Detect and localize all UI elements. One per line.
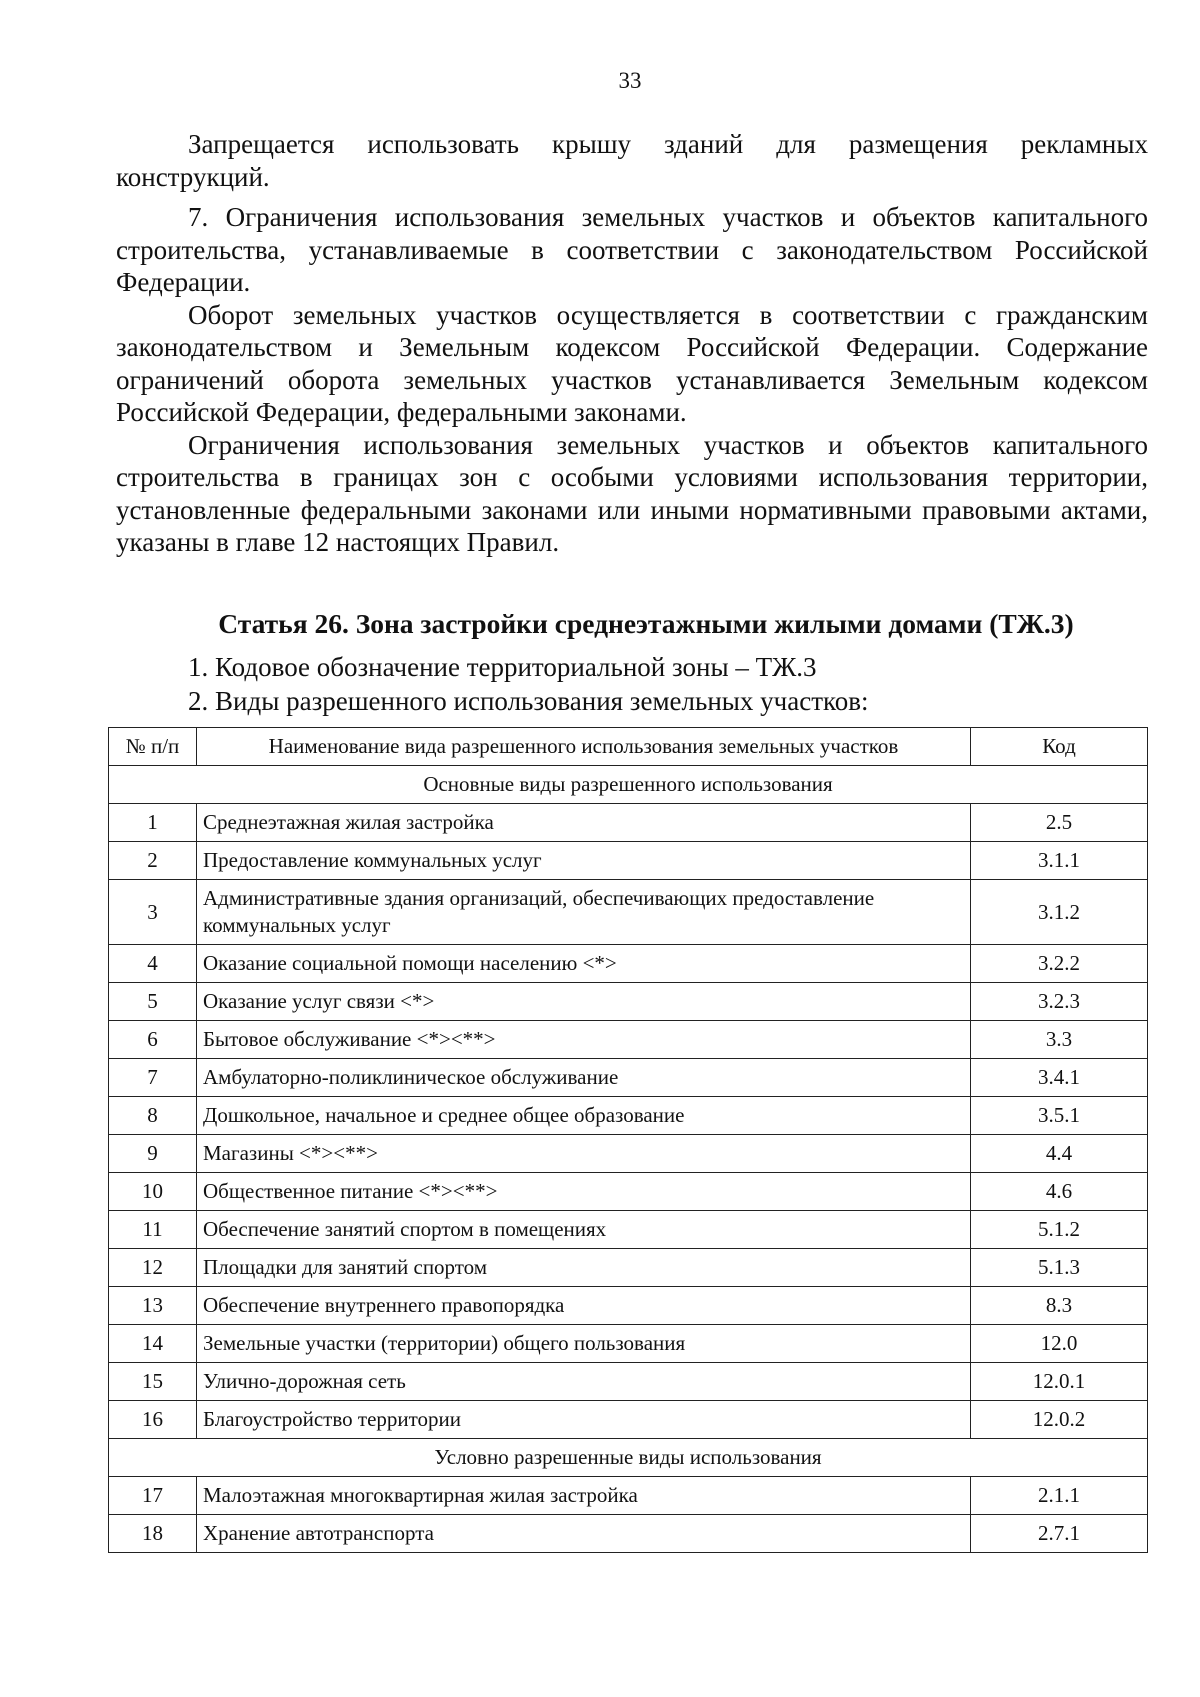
row-code: 2.1.1 xyxy=(971,1477,1148,1515)
row-number: 12 xyxy=(109,1249,197,1287)
row-number: 17 xyxy=(109,1477,197,1515)
row-number: 5 xyxy=(109,983,197,1021)
row-name: Среднеэтажная жилая застройка xyxy=(197,804,971,842)
table-header-row xyxy=(109,728,1148,766)
row-name: Обеспечение внутреннего правопорядка xyxy=(197,1287,971,1325)
row-number: 6 xyxy=(109,1021,197,1059)
row-name: Благоустройство территории xyxy=(197,1401,971,1439)
row-name: Хранение автотранспорта xyxy=(197,1515,971,1553)
row-code: 12.0.2 xyxy=(971,1401,1148,1439)
table-row xyxy=(109,1249,1148,1287)
row-name: Амбулаторно-поликлиническое обслуживание xyxy=(197,1059,971,1097)
row-code: 3.4.1 xyxy=(971,1059,1148,1097)
row-code: 3.5.1 xyxy=(971,1097,1148,1135)
row-code: 3.3 xyxy=(971,1021,1148,1059)
row-number: 4 xyxy=(109,945,197,983)
row-number: 3 xyxy=(109,880,197,945)
table-row xyxy=(109,945,1148,983)
section-row xyxy=(109,766,1148,804)
section-row xyxy=(109,1439,1148,1477)
row-name: Земельные участки (территории) общего пользования xyxy=(197,1325,971,1363)
paragraph: Оборот земельных участков осуществляется в соответствии с гражданским законодательством и Земельным кодексом Российской Федерации. Содержание ограничений оборота земельных участков устанавливается Земельным кодексом Российской Федерации, федеральными законами. xyxy=(116,299,1148,427)
table-row xyxy=(109,1363,1148,1401)
page-number: 33 xyxy=(618,68,642,93)
table-row xyxy=(109,1401,1148,1439)
table-row xyxy=(109,983,1148,1021)
row-name: Площадки для занятий спортом xyxy=(197,1249,971,1287)
row-number: 10 xyxy=(109,1173,197,1211)
row-code: 3.2.2 xyxy=(971,945,1148,983)
table-row xyxy=(109,842,1148,880)
row-code: 12.0 xyxy=(971,1325,1148,1363)
table-row xyxy=(109,804,1148,842)
table-row xyxy=(109,1211,1148,1249)
list-item: 2. Виды разрешенного использования земельных участков: xyxy=(188,686,869,716)
numbered-list xyxy=(116,650,1148,718)
row-code: 12.0.1 xyxy=(971,1363,1148,1401)
row-name: Обеспечение занятий спортом в помещениях xyxy=(197,1211,971,1249)
row-number: 15 xyxy=(109,1363,197,1401)
table-row xyxy=(109,1515,1148,1553)
table-row xyxy=(109,1477,1148,1515)
header-code: Код xyxy=(971,728,1148,766)
row-name: Административные здания организаций, обеспечивающих предоставление коммунальных услуг xyxy=(197,880,971,945)
row-number: 1 xyxy=(109,804,197,842)
land-use-table xyxy=(108,727,1148,1553)
row-code: 3.1.2 xyxy=(971,880,1148,945)
row-code: 3.2.3 xyxy=(971,983,1148,1021)
row-number: 18 xyxy=(109,1515,197,1553)
row-number: 9 xyxy=(109,1135,197,1173)
row-number: 8 xyxy=(109,1097,197,1135)
row-code: 2.7.1 xyxy=(971,1515,1148,1553)
table-row xyxy=(109,1173,1148,1211)
row-code: 5.1.2 xyxy=(971,1211,1148,1249)
article-heading: Статья 26. Зона застройки среднеэтажными жилыми домами (ТЖ.3) xyxy=(218,608,1074,639)
table-row xyxy=(109,1097,1148,1135)
row-name: Улично-дорожная сеть xyxy=(197,1363,971,1401)
row-number: 2 xyxy=(109,842,197,880)
row-name: Малоэтажная многоквартирная жилая застройка xyxy=(197,1477,971,1515)
table-row xyxy=(109,880,1148,945)
row-name: Оказание социальной помощи населению <*> xyxy=(197,945,971,983)
row-name: Предоставление коммунальных услуг xyxy=(197,842,971,880)
table-row xyxy=(109,1135,1148,1173)
table-row xyxy=(109,1325,1148,1363)
row-name: Оказание услуг связи <*> xyxy=(197,983,971,1021)
row-code: 5.1.3 xyxy=(971,1249,1148,1287)
row-number: 7 xyxy=(109,1059,197,1097)
section-title: Условно разрешенные виды использования xyxy=(109,1439,1148,1477)
row-name: Дошкольное, начальное и среднее общее образование xyxy=(197,1097,971,1135)
list-item: 1. Кодовое обозначение территориальной зоны – ТЖ.3 xyxy=(188,652,817,682)
table-row xyxy=(109,1287,1148,1325)
row-name: Общественное питание <*><**> xyxy=(197,1173,971,1211)
header-num: № п/п xyxy=(109,728,197,766)
section-title: Основные виды разрешенного использования xyxy=(109,766,1148,804)
row-number: 11 xyxy=(109,1211,197,1249)
row-code: 3.1.1 xyxy=(971,842,1148,880)
table-body xyxy=(109,766,1148,1553)
paragraph: Ограничения использования земельных участков и объектов капитального строительства в границах зон с особыми условиями использования территории, установленные федеральными законами или иными нормативными правовыми актами, указаны в главе 12 настоящих Правил. xyxy=(116,429,1148,557)
row-code: 4.4 xyxy=(971,1135,1148,1173)
row-code: 8.3 xyxy=(971,1287,1148,1325)
table-row xyxy=(109,1059,1148,1097)
row-number: 16 xyxy=(109,1401,197,1439)
table-row xyxy=(109,1021,1148,1059)
row-number: 13 xyxy=(109,1287,197,1325)
paragraph: Запрещается использовать крышу зданий для размещения рекламных конструкций. xyxy=(116,129,1148,192)
intro-text xyxy=(116,128,1148,559)
row-name: Магазины <*><**> xyxy=(197,1135,971,1173)
header-name: Наименование вида разрешенного использования земельных участков xyxy=(197,728,971,766)
row-code: 4.6 xyxy=(971,1173,1148,1211)
row-name: Бытовое обслуживание <*><**> xyxy=(197,1021,971,1059)
paragraph: 7. Ограничения использования земельных участков и объектов капитального строительства, устанавливаемые в соответствии с законодательством Российской Федерации. xyxy=(116,202,1148,297)
row-number: 14 xyxy=(109,1325,197,1363)
row-code: 2.5 xyxy=(971,804,1148,842)
